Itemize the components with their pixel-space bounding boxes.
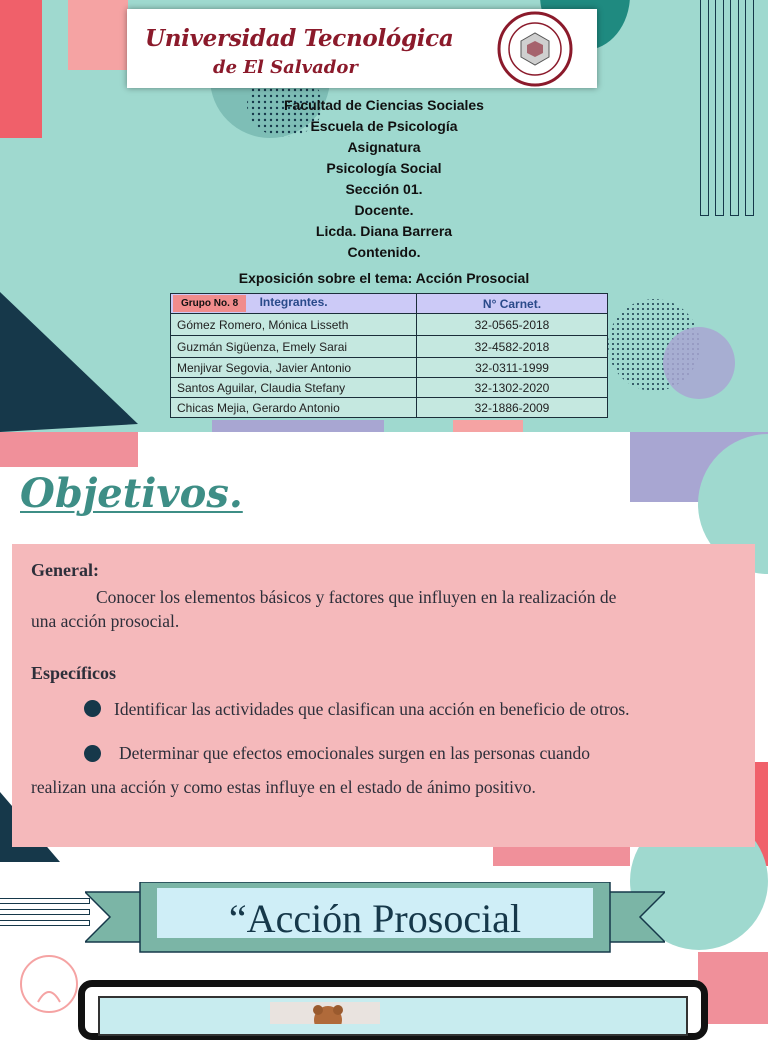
teddy-bear-icon [270,1002,380,1024]
table-row [171,398,608,418]
specific-bullet-2-line1: Determinar que efectos emocionales surgen en las personas cuando [119,743,591,763]
university-name-line1: Universidad Tecnológica [145,25,454,52]
lavender-circle [663,327,735,399]
general-label: General: [31,560,99,580]
group-badge: Grupo No. 8 [173,295,246,312]
pink-bottom-right [698,952,768,1024]
specific-bullet-1: Identificar las actividades que clasifican una acción en beneficio de otros. [114,699,630,719]
table-header-row [171,294,608,314]
university-logo-banner [127,9,597,88]
teacher-name: Licda. Diana Barrera [315,223,453,239]
table-row [171,314,608,336]
member-carnet: 32-1302-2020 [417,378,608,398]
pink-bar-bottom [453,420,523,432]
horizontal-lines-left [0,898,90,938]
table-row [171,336,608,358]
table-row [171,358,608,378]
subject-label: Asignatura [347,139,421,155]
university-name-line2: de El Salvador [213,57,358,78]
specific-bullet-2-line2: realizan una acción y como estas influye en el estado de ánimo positivo. [31,777,536,797]
table-header-members [171,294,417,314]
member-carnet: 32-0311-1999 [417,358,608,378]
content-label: Contenido. [347,244,421,260]
image-inner [98,996,688,1036]
member-name: Guzmán Sigüenza, Emely Sarai [171,336,417,358]
table-header-carnet: N° Carnet. [417,294,608,314]
topic-line: Exposición sobre el tema: Acción Prosocial [238,270,530,286]
general-text-line2: una acción prosocial. [31,611,180,631]
member-carnet: 32-0565-2018 [417,314,608,336]
coral-top-left-block [0,432,138,467]
faculty-line: Facultad de Ciencias Sociales [284,97,484,113]
member-name: Gómez Romero, Mónica Lisseth [171,314,417,336]
subject-name: Psicología Social [326,160,442,176]
pink-block [68,0,128,70]
bullet-icon [84,745,101,762]
member-name: Menjivar Segovia, Javier Antonio [171,358,417,378]
bullet-icon [84,700,101,717]
cover-slide [0,0,768,432]
lavender-bar-bottom [212,420,384,432]
members-table [170,293,608,418]
specific-label: Específicos [31,663,116,683]
pink-bottom-block [493,844,630,866]
navy-triangle [0,292,140,432]
section-line: Sección 01. [345,181,423,197]
member-name: Santos Aguilar, Claudia Stefany [171,378,417,398]
lightbulb-icon [14,952,84,1024]
banner-title: “Acción Prosocial [228,896,522,941]
general-text-line1: Conocer los elementos básicos y factores que influyen en la realización de [96,587,617,607]
objectives-title: Objetivos. [20,470,243,517]
table-row [171,378,608,398]
university-seal-icon [491,11,579,87]
member-carnet: 32-4582-2018 [417,336,608,358]
members-col-label: Integrantes. [259,295,328,309]
school-line: Escuela de Psicología [310,118,458,134]
member-name: Chicas Mejia, Gerardo Antonio [171,398,417,418]
teacher-label: Docente. [354,202,414,218]
member-carnet: 32-1886-2009 [417,398,608,418]
